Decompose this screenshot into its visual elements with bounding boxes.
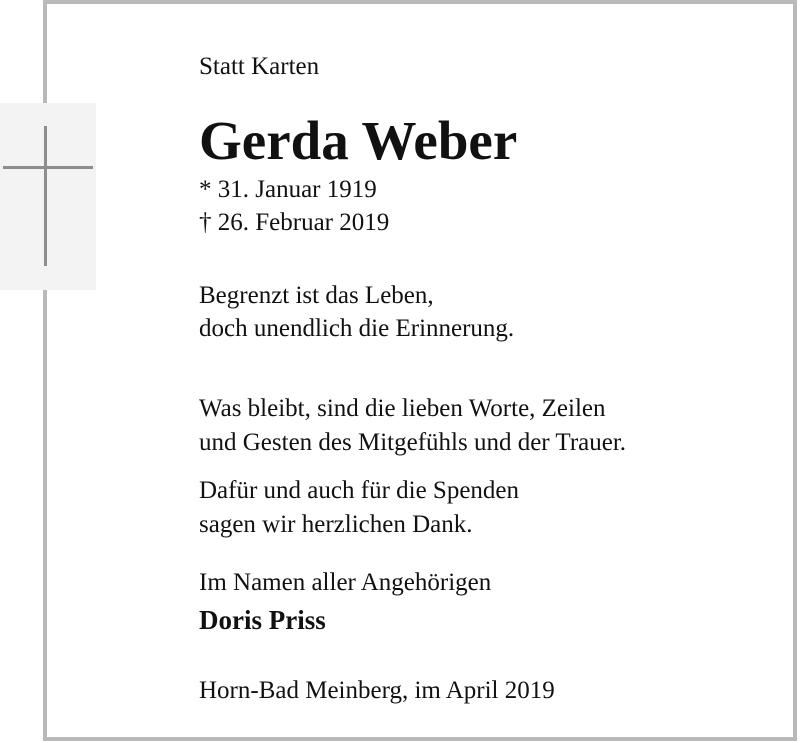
thanks-line-2: und Gesten des Mitgefühls und der Trauer. (199, 429, 627, 456)
signature-intro: Im Namen aller Angehörigen (199, 569, 492, 596)
thanks-line-1: Was bleibt, sind die lieben Worte, Zeilen (199, 395, 606, 422)
verse-line-1: Begrenzt ist das Leben, (199, 282, 434, 309)
cross-horizontal-bar (3, 166, 93, 169)
thanks-line-3: Dafür und auch für die Spenden (199, 477, 520, 504)
cross-background (0, 103, 96, 290)
deceased-name: Gerda Weber (199, 110, 518, 171)
verse-line-2: doch unendlich die Erinnerung. (199, 315, 515, 342)
thanks-line-4: sagen wir herzlichen Dank. (199, 511, 473, 538)
birth-date: * 31. Januar 1919 (199, 176, 377, 203)
header-text: Statt Karten (199, 53, 320, 80)
cross-vertical-bar (44, 126, 47, 266)
signature-name: Doris Priss (199, 605, 326, 635)
place-date: Horn-Bad Meinberg, im April 2019 (199, 677, 555, 704)
death-date: † 26. Februar 2019 (199, 209, 390, 236)
